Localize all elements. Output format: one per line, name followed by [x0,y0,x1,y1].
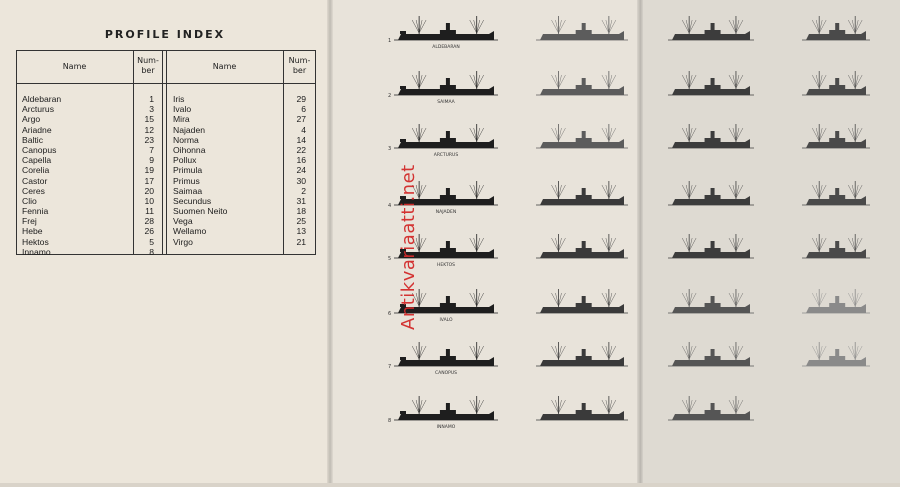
left_col-cell: 26 [144,226,154,237]
ship-silhouette [802,181,870,205]
header-number-line2: ber [141,66,155,75]
ship-silhouette [668,16,754,40]
right_col-cell: 24 [296,165,306,176]
profile-label: SAIMAA [437,100,455,105]
left_col-cell: Argo [22,114,41,125]
header-number-line1: Num- [288,56,311,65]
ship-silhouettes-middle [330,0,640,483]
right_col-cell: Ivalo [173,104,192,115]
ship-silhouettes-right [640,0,900,483]
right_col-cell: Pollux [173,155,197,166]
right_col-cell: 21 [296,236,306,247]
profile-label: ALDEBARAN [432,45,460,50]
left_col-cell: 10 [144,195,154,206]
ship-silhouette [536,124,628,148]
right-page-ship-profiles [640,0,900,483]
profile-number: 6 [388,311,392,317]
right_col-cell: 14 [296,134,306,145]
left_col-cell: 7 [149,144,154,155]
left_col-cell: Canopus [22,144,57,155]
left_col-cell: Castor [22,175,48,186]
table-rule [315,51,316,254]
right_col-cell: 13 [296,226,306,237]
left_col-cell: Innamo [22,246,51,257]
right_col-cell: Iris [173,94,185,104]
right_col-cell: 31 [296,195,306,206]
left_col-cell: Ceres [22,185,45,196]
left_col-cell: Frej [22,216,37,227]
ship-silhouette [802,234,870,258]
left_col-cell: Hebe [22,226,43,237]
profile-label: IVALO [439,318,453,323]
right_col-cell: 6 [301,104,306,115]
header-name-left: Name [62,62,87,71]
ship-silhouette [668,342,754,366]
profile-number: 5 [388,256,392,262]
ship-silhouette [536,289,628,313]
left_col-cell: Capella [22,155,52,166]
right_col-cell: Oihonna [173,144,206,155]
right_col-cell: Secundus [173,195,212,206]
header-number-left [133,56,163,76]
ship-silhouette [802,289,870,313]
profile-index-table [16,50,316,255]
left_col-cell: 15 [144,114,154,125]
right-number-column [284,94,306,247]
watermark-text: Antikvariaatti.net [398,164,419,330]
right_col-cell: 25 [296,216,306,227]
right_col-cell: 4 [301,124,306,135]
profile-number: 3 [388,146,392,152]
left_col-cell: Fennia [22,206,49,217]
profile-label: HEKTOS [437,263,455,268]
left_col-cell: 12 [144,124,154,135]
ship-silhouette [802,342,870,366]
left_col-cell: 11 [145,206,154,217]
profile-label: INNAMO [436,425,456,430]
header-number-right [283,56,316,76]
ship-silhouette [394,71,498,95]
ship-silhouette [394,396,498,420]
left_col-cell: Arcturus [22,104,54,115]
left_col-cell: Baltic [22,134,44,145]
left_col-cell: 17 [144,175,154,186]
right_col-cell: 16 [296,155,306,166]
table-double-rule [162,51,167,254]
right_col-cell: 22 [296,144,306,155]
ship-silhouette [668,289,754,313]
right_col-cell: Primula [173,165,203,176]
right_col-cell: 2 [301,185,306,196]
left-number-column [134,94,154,257]
ship-silhouette [668,181,754,205]
ship-silhouette [802,124,870,148]
middle-page-ship-profiles [330,0,640,483]
header-name-right: Name [212,62,237,71]
ship-silhouette [668,71,754,95]
right_col-cell: 18 [296,206,306,217]
page-fold [637,0,643,483]
ship-silhouette [394,124,498,148]
left_col-cell: 9 [149,155,154,166]
right-name-column [173,94,278,247]
profile-label: NAJADEN [435,210,457,215]
header-number-line2: ber [292,66,307,75]
left_col-cell: 3 [149,104,154,115]
page-fold [327,0,333,483]
table-rule [16,51,17,254]
ship-silhouette [668,124,754,148]
right_col-cell: Primus [173,175,200,186]
left_col-cell: 19 [144,165,154,176]
right_col-cell: Wellamo [173,226,207,237]
ship-silhouette [394,16,498,40]
profile-label: CANOPUS [435,371,457,376]
left_col-cell: 23 [144,134,154,145]
left-page [0,0,330,483]
right_col-cell: Suomen Neito [173,206,228,217]
left_col-cell: Aldebaran [22,94,62,104]
right_col-cell: 29 [296,94,306,104]
left_col-cell: Ariadne [22,124,52,135]
profile-number: 4 [388,203,392,209]
right_col-cell: Norma [173,134,199,145]
left_col-cell: 28 [144,216,154,227]
left-name-column [22,94,127,257]
right_col-cell: Mira [173,114,190,125]
profile-number: 2 [388,93,392,99]
ship-silhouette [536,181,628,205]
page-title: PROFILE INDEX [104,28,226,41]
ship-silhouette [802,71,870,95]
ship-silhouette [802,16,870,40]
left_col-cell: 20 [144,185,154,196]
profile-number: 8 [388,418,392,424]
left_col-cell: 5 [149,236,154,247]
left_col-cell: Clio [22,195,37,206]
right_col-cell: 30 [296,175,306,186]
right_col-cell: Vega [173,216,193,227]
profile-label: ARCTURUS [433,153,459,158]
header-number-line1: Num- [137,56,159,65]
left_col-cell: Corelia [22,165,50,176]
right_col-cell: Najaden [173,124,206,135]
profile-number: 7 [388,364,392,370]
ship-silhouette [668,396,754,420]
left_col-cell: 8 [149,246,154,257]
right_col-cell: Virgo [173,236,193,247]
ship-silhouette [536,396,628,420]
left_col-cell: Hektos [22,236,49,247]
right_col-cell: Saimaa [173,185,203,196]
right_col-cell: 27 [296,114,306,125]
ship-silhouette [536,16,628,40]
ship-silhouette [394,342,498,366]
profile-number: 1 [388,38,392,44]
left_col-cell: 1 [149,94,154,104]
ship-silhouette [668,234,754,258]
ship-silhouette [536,234,628,258]
ship-silhouette [536,342,628,366]
ship-silhouette [536,71,628,95]
